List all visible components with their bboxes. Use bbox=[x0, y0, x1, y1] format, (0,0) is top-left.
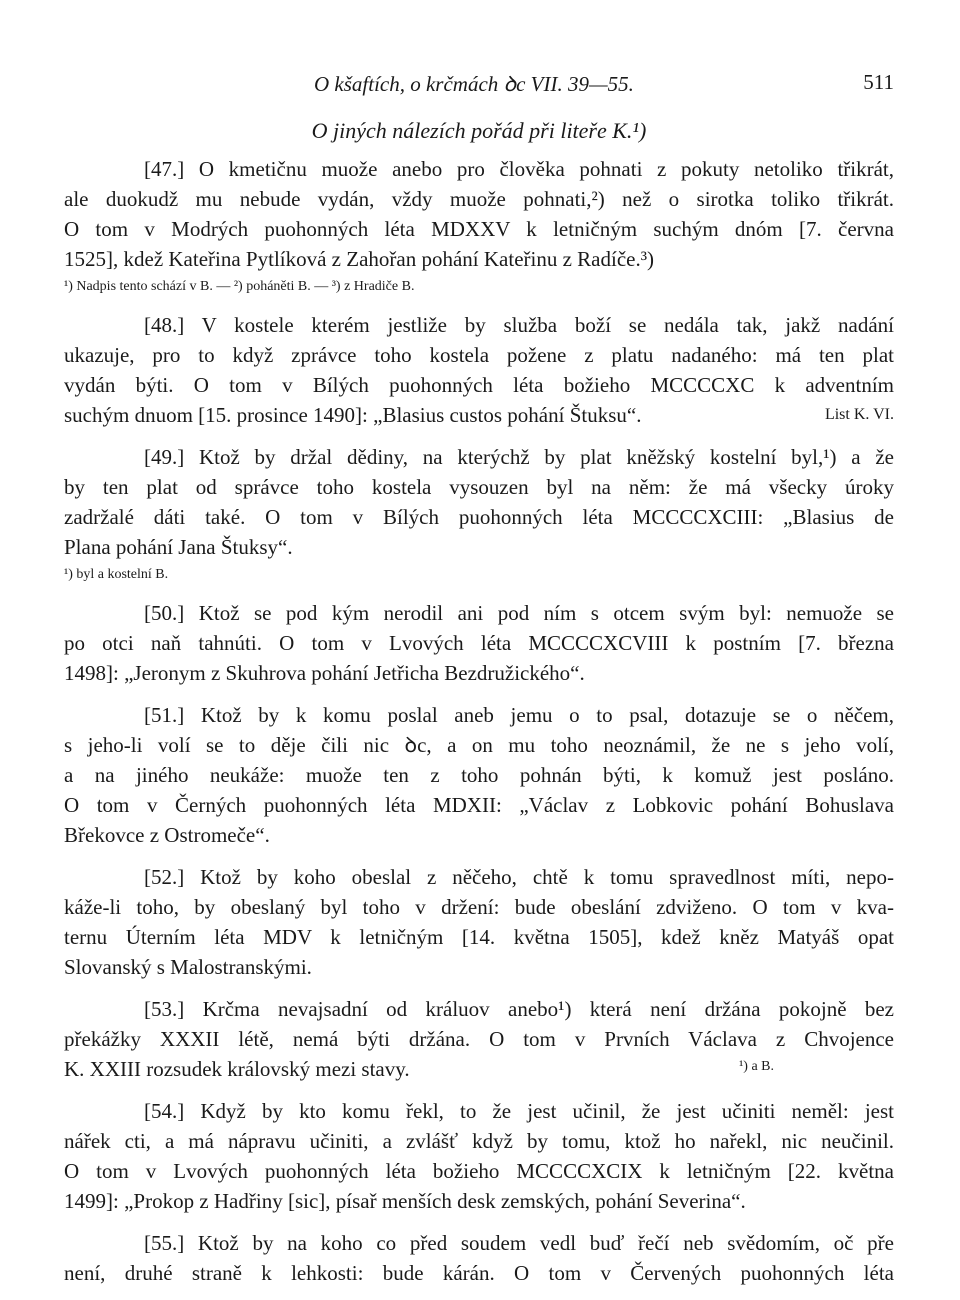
text-line bbox=[64, 1054, 894, 1084]
text-line: [49.] Ktož by držal dědiny, na kterýchž by plat kněžský kostelní byl,¹) a že bbox=[144, 445, 894, 469]
footnote: ¹) byl a kostelní B. bbox=[64, 567, 169, 582]
text-line: káže-li toho, by obeslaný byl toho v držení: bude obeslání zdviženo. O tom v kva- bbox=[64, 895, 894, 919]
page bbox=[64, 70, 894, 1300]
text-line: [51.] Ktož by k komu poslal aneb jemu o to psal, dotazuje se o něčem, bbox=[144, 703, 894, 727]
paragraph-53 bbox=[64, 994, 894, 1084]
text-line: [50.] Ktož se pod kým nerodil ani pod ním s otcem svým byl: nemuože se bbox=[144, 601, 894, 625]
text-line-content: K. XXIII rozsudek královský mezi stavy. bbox=[64, 1057, 410, 1081]
paragraph-49 bbox=[64, 442, 894, 586]
footnote: ¹) a B. bbox=[739, 1059, 774, 1074]
section-heading: O jiných nálezích pořád při liteře K.¹) bbox=[311, 118, 647, 143]
text-line: a na jiného neukáže: muože ten z toho pohnán býti, k komuž jest posláno. bbox=[64, 763, 894, 787]
paragraph-50 bbox=[64, 598, 894, 688]
running-title: O kšaftích, o krčmách ꝺc VII. 39—55. bbox=[314, 72, 634, 96]
text-line: [54.] Když by kto komu řekl, to že jest učinil, že jest učiniti neměl: jest bbox=[144, 1099, 894, 1123]
text-line: [47.] O kmetičnu muože anebo pro člověka pohnati z pokuty netoliko třikrát, bbox=[144, 157, 894, 181]
text-line: [55.] Ktož by na koho co před soudem vedl buď řečí neb svědomím, oč pře bbox=[144, 1231, 894, 1255]
text-line: s jeho-li volí se to děje čili nic ꝺc, a on mu toho neoznámil, že ne s jeho volí, bbox=[64, 733, 894, 757]
text-line: Plana pohání Jana Štuksy“. bbox=[64, 535, 293, 559]
text-line: nářek cti, a má nápravu učiniti, a zvlášť když by tomu, ktož ho nařekl, nic neučinil. bbox=[64, 1129, 894, 1153]
paragraph-54 bbox=[64, 1096, 894, 1216]
paragraph-48 bbox=[64, 310, 894, 430]
text-line: 1499]: „Prokop z Hadřiny [sic], písař menších desk zemských, pohání Severina“. bbox=[64, 1189, 746, 1213]
paragraph-52 bbox=[64, 862, 894, 982]
text-line: ukazuje, pro to když zprávce toho kostela požene z platu nadaného: má ten plat bbox=[64, 343, 894, 367]
text-line: O tom v Modrých puohonných léta MDXXV k letničným suchým dnóm [7. června bbox=[64, 217, 894, 241]
paragraph-55 bbox=[64, 1228, 894, 1288]
page-number: 511 bbox=[863, 70, 894, 94]
paragraph-51 bbox=[64, 700, 894, 850]
text-line: ale duokudž mu nebude vydán, vždy muože pohnati,²) než o sirotka toliko třikrát. bbox=[64, 187, 894, 211]
text-line: O tom v Černých puohonných léta MDXII: „Václav z Lobkovic pohání Bohuslava bbox=[64, 793, 894, 817]
text-line: [52.] Ktož by koho obeslal z něčeho, chtě k tomu spravedlnost míti, nepo- bbox=[144, 865, 894, 889]
text-line: O tom v Lvových puohonných léta božieho MCCCCXCIX k letničným [22. května bbox=[64, 1159, 894, 1183]
text-line: Břekovce z Ostromeče“. bbox=[64, 823, 270, 847]
paragraph-47 bbox=[64, 154, 894, 298]
text-line: 1525], kdež Kateřina Pytlíková z Zahořan pohání Kateřinu z Radíče.³) bbox=[64, 247, 654, 271]
text-line: [48.] V kostele kterém jestliže by služba boží se nedála tak, jakž nadání bbox=[144, 313, 894, 337]
text-line: není, druhé straně k lehkosti: bude kárán. O tom v Červených puohonných léta bbox=[64, 1261, 894, 1285]
text-line: zadržalé dáti také. O tom v Bílých puohonných léta MCCCCXCIII: „Blasius de bbox=[64, 505, 894, 529]
running-head bbox=[64, 70, 894, 104]
text-line: 1498]: „Jeronym z Skuhrova pohání Jetřicha Bezdružického“. bbox=[64, 661, 585, 685]
text-line: překážky XXXII létě, nemá býti držána. O tom v Prvních Václava z Chvojence bbox=[64, 1027, 894, 1051]
text-line: po otci naň tahnúti. O tom v Lvových léta MCCCCXCVIII k postním [7. března bbox=[64, 631, 894, 655]
text-line: by ten plat od správce toho kostela vysouzen byl na něm: že má všecky úroky bbox=[64, 475, 894, 499]
text-line: Slovanský s Malostranskými. bbox=[64, 955, 312, 979]
text-line-content: suchým dnuom [15. prosince 1490]: „Blasius custos pohání Štuksu“. bbox=[64, 403, 642, 427]
text-line: vydán býti. O tom v Bílých puohonných léta božieho MCCCCXC k adventním bbox=[64, 373, 894, 397]
text-line bbox=[64, 400, 894, 430]
text-line: [53.] Krčma nevajsadní od králuov anebo¹) která není držána pokojně bez bbox=[144, 997, 894, 1021]
text-line: ternu Úterním léta MDV k letničným [14. května 1505], kdež kněz Matyáš opat bbox=[64, 925, 894, 949]
footnote: ¹) Nadpis tento schází v B. — ²) poháněti B. — ³) z Hradiče B. bbox=[64, 279, 415, 294]
marginal-note: List K. VI. bbox=[824, 406, 894, 423]
